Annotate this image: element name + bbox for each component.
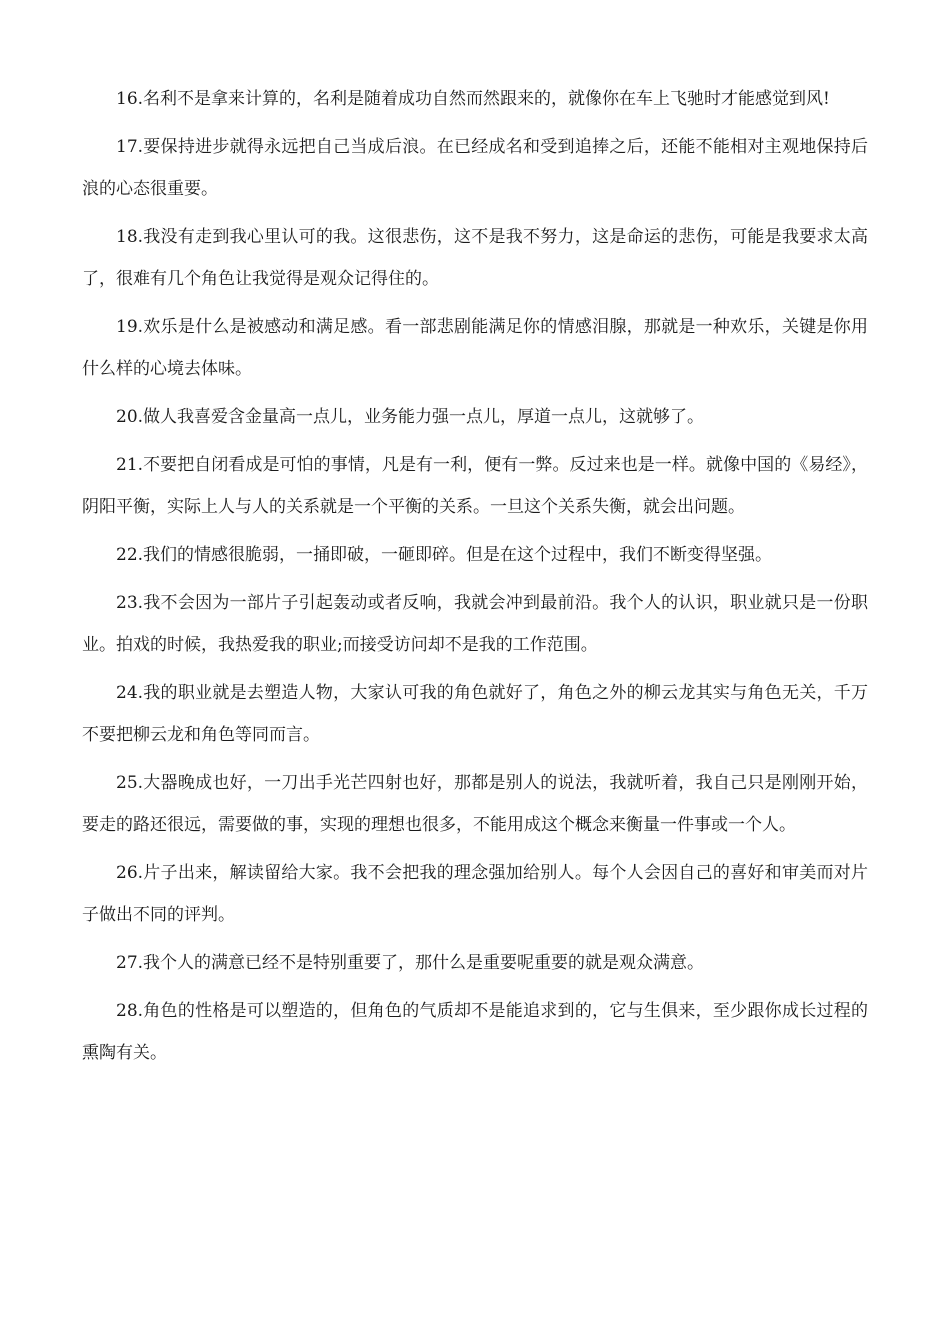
paragraph-28: 28.角色的性格是可以塑造的，但角色的气质却不是能追求到的，它与生俱来，至少跟你成长过程的熏陶有关。 bbox=[82, 1001, 868, 1063]
paragraph-24: 24.我的职业就是去塑造人物，大家认可我的角色就好了，角色之外的柳云龙其实与角色无关，千万不要把柳云龙和角色等同而言。 bbox=[82, 683, 868, 745]
paragraph-23: 23.我不会因为一部片子引起轰动或者反响，我就会冲到最前沿。我个人的认识，职业就只是一份职业。拍戏的时候，我热爱我的职业;而接受访问却不是我的工作范围。 bbox=[82, 593, 868, 655]
paragraph-25: 25.大器晚成也好，一刀出手光芒四射也好，那都是别人的说法，我就听着，我自己只是刚刚开始，要走的路还很远，需要做的事，实现的理想也很多，不能用成这个概念来衡量一件事或一个人。 bbox=[82, 773, 868, 835]
paragraph-27: 27.我个人的满意已经不是特别重要了，那什么是重要呢重要的就是观众满意。 bbox=[116, 953, 705, 973]
paragraph-26: 26.片子出来，解读留给大家。我不会把我的理念强加给别人。每个人会因自己的喜好和审美而对片子做出不同的评判。 bbox=[82, 863, 868, 925]
document-body bbox=[82, 78, 868, 1080]
paragraph-22: 22.我们的情感很脆弱，一捅即破，一砸即碎。但是在这个过程中，我们不断变得坚强。 bbox=[116, 545, 773, 565]
paragraph-19: 19.欢乐是什么是被感动和满足感。看一部悲剧能满足你的情感泪腺，那就是一种欢乐，关键是你用什么样的心境去体味。 bbox=[82, 317, 868, 379]
paragraph-20: 20.做人我喜爱含金量高一点儿，业务能力强一点儿，厚道一点儿，这就够了。 bbox=[116, 407, 705, 427]
paragraph-18: 18.我没有走到我心里认可的我。这很悲伤，这不是我不努力，这是命运的悲伤，可能是我要求太高了，很难有几个角色让我觉得是观众记得住的。 bbox=[82, 227, 868, 289]
paragraph-16: 16.名利不是拿来计算的，名利是随着成功自然而然跟来的，就像你在车上飞驰时才能感觉到风! bbox=[116, 89, 830, 109]
paragraph-17: 17.要保持进步就得永远把自己当成后浪。在已经成名和受到追捧之后，还能不能相对主观地保持后浪的心态很重要。 bbox=[82, 137, 868, 199]
paragraph-21: 21.不要把自闭看成是可怕的事情，凡是有一利，便有一弊。反过来也是一样。就像中国的《易经》，阴阳平衡，实际上人与人的关系就是一个平衡的关系。一旦这个关系失衡，就会出问题。 bbox=[82, 455, 868, 517]
